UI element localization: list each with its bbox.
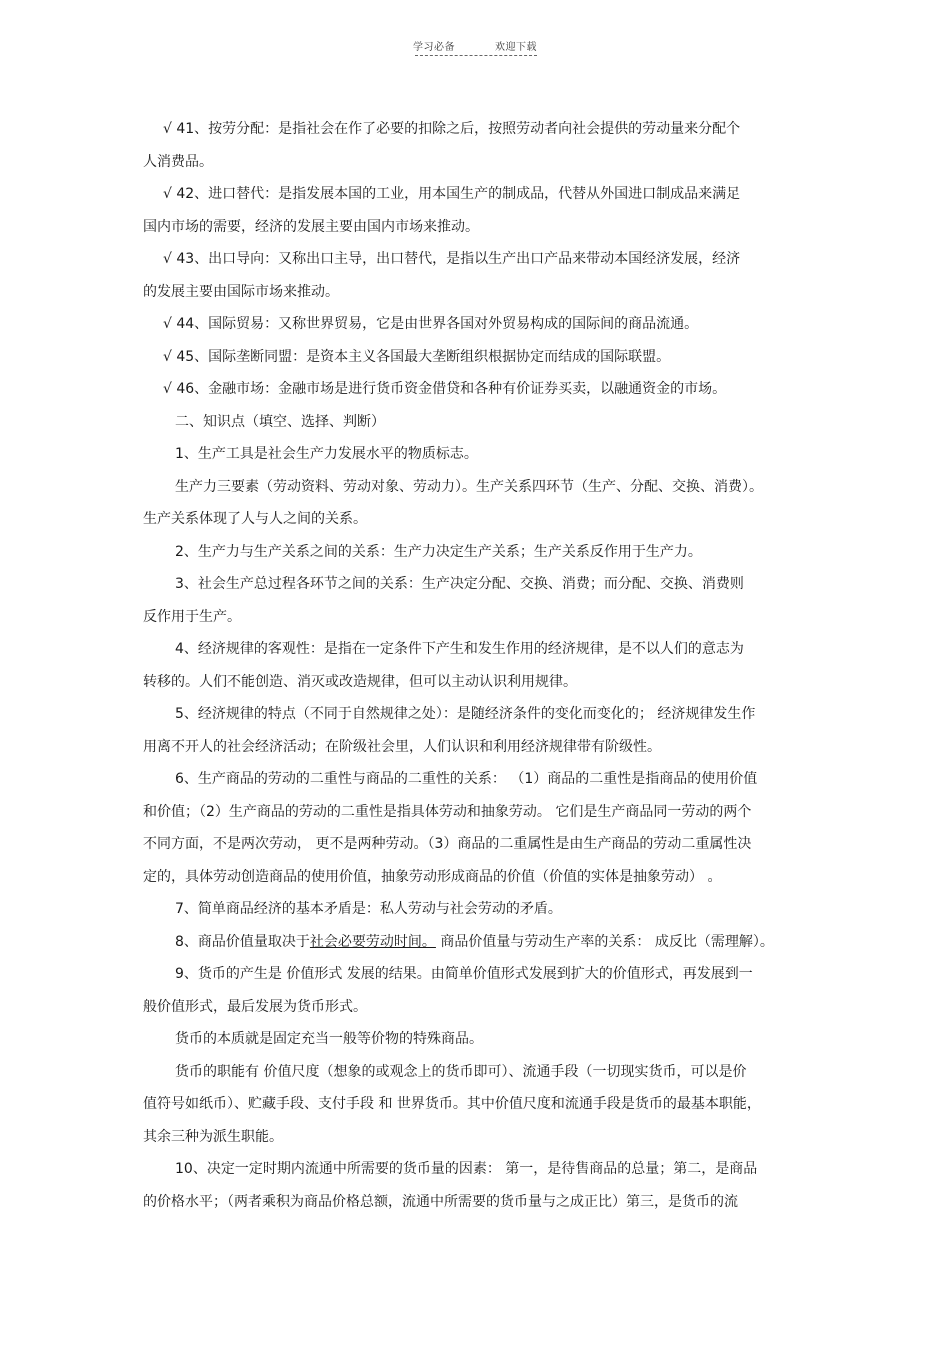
text-line: 国内市场的需要，经济的发展主要由国内市场来推动。 bbox=[143, 218, 479, 235]
text-line: 的价格水平；（两者乘积为商品价格总额，流通中所需要的货币量与之成正比）第三，是货币的流 bbox=[143, 1193, 738, 1210]
text-line: 般价值形式，最后发展为货币形式。 bbox=[143, 998, 367, 1015]
text-line: 1、生产工具是社会生产力发展水平的物质标志。 bbox=[175, 446, 478, 462]
section-heading: 二、知识点（填空、选择、判断） bbox=[175, 413, 385, 430]
text-line: 生产力三要素（劳动资料、劳动对象、劳动力）。生产关系四环节（生产、分配、交换、消费）。 bbox=[175, 478, 763, 495]
text-segment: 商品价值量与劳动生产率的关系： 成反比（需理解）。 bbox=[435, 933, 774, 950]
text-line: 用离不开人的社会经济活动；在阶级社会里，人们认识和利用经济规律带有阶级性。 bbox=[143, 738, 661, 755]
text-line: √ 42、进口替代：是指发展本国的工业，用本国生产的制成品，代替从外国进口制成品来满足 bbox=[163, 186, 741, 202]
text-line: 的发展主要由国际市场来推动。 bbox=[143, 283, 339, 300]
text-line: 不同方面，不是两次劳动， 更不是两种劳动。（3）商品的二重属性是由生产商品的劳动二重属性决 bbox=[143, 836, 752, 852]
page-header bbox=[0, 38, 950, 53]
text-line: √ 43、出口导向：又称出口主导，出口替代，是指以生产出口产品来带动本国经济发展，经济 bbox=[163, 251, 741, 267]
text-line: 生产关系体现了人与人之间的关系。 bbox=[143, 511, 367, 527]
text-line: √ 41、按劳分配：是指社会在作了必要的扣除之后，按照劳动者向社会提供的劳动量来分配个 bbox=[163, 121, 741, 137]
text-line: √ 46、金融市场：金融市场是进行货币资金借贷和各种有价证券买卖，以融通资金的市场。 bbox=[163, 381, 727, 397]
header-divider bbox=[415, 55, 537, 56]
text-line: 转移的。人们不能创造、消灭或改造规律，但可以主动认识利用规律。 bbox=[143, 673, 577, 690]
text-line: √ 45、国际垄断同盟：是资本主义各国最大垄断组织根据协定而结成的国际联盟。 bbox=[163, 348, 671, 365]
text-line: 9、货币的产生是 价值形式 发展的结果。由简单价值形式发展到扩大的价值形式，再发展到一 bbox=[175, 966, 753, 982]
text-line: 7、简单商品经济的基本矛盾是：私人劳动与社会劳动的矛盾。 bbox=[175, 901, 562, 917]
text-line: 10、决定一定时期内流通中所需要的货币量的因素： 第一，是待售商品的总量；第二，是商品 bbox=[175, 1161, 758, 1177]
text-line: 3、社会生产总过程各环节之间的关系：生产决定分配、交换、消费；而分配、交换、消费则 bbox=[175, 576, 744, 592]
text-line: 其余三种为派生职能。 bbox=[143, 1128, 283, 1145]
text-line: √ 44、国际贸易：又称世界贸易，它是由世界各国对外贸易构成的国际间的商品流通。 bbox=[163, 316, 699, 332]
text-line bbox=[143, 926, 823, 959]
header-left: 学习必备 bbox=[413, 42, 455, 53]
text-line: 反作用于生产。 bbox=[143, 608, 241, 625]
text-line: 人消费品。 bbox=[143, 153, 213, 170]
document-body bbox=[143, 113, 823, 1218]
text-line: 2、生产力与生产关系之间的关系：生产力决定生产关系；生产关系反作用于生产力。 bbox=[175, 543, 702, 560]
text-line: 6、生产商品的劳动的二重性与商品的二重性的关系： （1）商品的二重性是指商品的使用价值 bbox=[175, 771, 758, 787]
text-line: 定的，具体劳动创造商品的使用价值，抽象劳动形成商品的价值（价值的实体是抽象劳动） 。 bbox=[143, 868, 722, 885]
text-line: 4、经济规律的客观性：是指在一定条件下产生和发生作用的经济规律，是不以人们的意志为 bbox=[175, 641, 744, 657]
underlined-text: 社会必要劳动时间。 bbox=[309, 933, 436, 950]
text-line: 值符号如纸币）、贮藏手段、支付手段 和 世界货币。其中价值尺度和流通手段是货币的最基本职能， bbox=[143, 1096, 761, 1112]
text-segment: 8、商品价值量取决于 bbox=[175, 933, 310, 950]
header-right: 欢迎下载 bbox=[495, 42, 537, 53]
text-line: 5、经济规律的特点（不同于自然规律之处）：是随经济条件的变化而变化的； 经济规律发生作 bbox=[175, 706, 756, 722]
text-line: 和价值；（2）生产商品的劳动的二重性是指具体劳动和抽象劳动。 它们是生产商品同一劳动的两个 bbox=[143, 803, 752, 820]
text-line: 货币的职能有 价值尺度（想象的或观念上的货币即可）、流通手段（一切现实货币，可以是价 bbox=[175, 1063, 747, 1080]
text-line: 货币的本质就是固定充当一般等价物的特殊商品。 bbox=[175, 1031, 483, 1047]
